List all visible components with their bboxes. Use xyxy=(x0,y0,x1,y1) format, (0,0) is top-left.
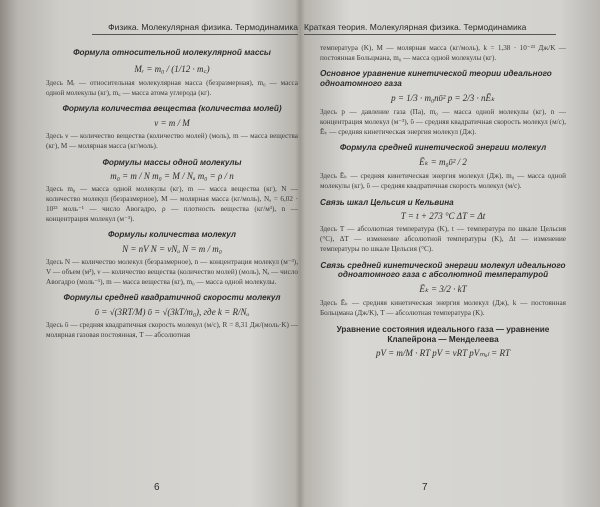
section-heading: Связь шкал Цельсия и Кельвина xyxy=(320,197,454,207)
section-heading: Формулы средней квадратичной скорости молекул xyxy=(63,293,281,303)
page-content xyxy=(46,42,298,343)
running-header: Краткая теория. Молекулярная физика. Термодинамика xyxy=(304,22,556,35)
page-number: 7 xyxy=(422,482,428,493)
formula: m₀ = m / N m₀ = M / Nₐ m₀ = ρ / n xyxy=(110,171,234,182)
body-text: температура (K), M — молярная масса (кг/моль), k = 1,38 · 10⁻²³ Дж/K — постоянная Больцмана, m₀ — масса одной молекулы (кг). xyxy=(320,44,566,62)
formula: pV = m/M · RT pV = νRT pVₘₒₗ = RT xyxy=(376,348,510,359)
formula: Mᵣ = m₀ / (1/12 · m꜀) xyxy=(134,63,210,74)
left-page xyxy=(22,0,298,507)
running-header: Физика. Молекулярная физика. Термодинамика xyxy=(92,22,298,35)
section-heading: Формула количества вещества (количества молей) xyxy=(62,104,282,114)
section-heading: Основное уравнение кинетической теории идеального одноатомного газа xyxy=(320,69,552,89)
formula: p = 1/3 · m₀nῡ² p = 2/3 · nĒₖ xyxy=(391,93,495,104)
body-text: Здесь T — абсолютная температура (K), t — температура по шкале Цельсия (°C), ΔT — изменение абсолютной температуры (K), Δt — изменение температуры по шкале Цельсия (°C). xyxy=(320,225,566,253)
body-text: Здесь N — количество молекул (безразмерное), n — концентрация молекул (м⁻³), V — объем (м³), ν — количество вещества (количество молей) (моль), Nₐ — число Авогадро (моль⁻¹), m — масса вещества (кг), m₀ — масса одной молекулы. xyxy=(46,258,298,286)
body-text: Здесь Mᵣ — относительная молекулярная масса (безразмерная), m₀ — масса одной молекулы (кг), m꜀ — масса атома углерода (кг). xyxy=(46,78,298,97)
body-text: Здесь m₀ — масса одной молекулы (кг), m — масса вещества (кг), N — количество молекул (безразмерное), M — молярная масса (кг/моль), Nₐ = 6,02 · 10²³ моль⁻¹ — число Авогадро, ρ — плотность вещества (кг/м³), n — концентрация молекул (м⁻³). xyxy=(46,185,298,223)
formula: T = t + 273 °C ΔT = Δt xyxy=(400,211,486,222)
page-content xyxy=(320,42,566,363)
right-page xyxy=(304,0,596,507)
body-text: Здесь p — давление газа (Па), m₀ — масса одной молекулы (кг), n — концентрация молекул (м⁻³), ῡ — средняя квадратичная скорость молекул (м/с), Ēₖ — средняя кинетическая энергия молекул (Дж). xyxy=(320,108,566,136)
formula: Ēₖ = 3/2 · kT xyxy=(419,284,467,295)
section-heading: Формула относительной молекулярной массы xyxy=(73,48,271,57)
formula: Ēₖ = m₀ῡ² / 2 xyxy=(419,157,467,168)
section-heading: Уравнение состояния идеального газа — уравнение Клапейрона — Менделеева xyxy=(336,324,550,344)
body-text: Здесь Ēₖ — средняя кинетическая энергия молекул (Дж), m₀ — масса одной молекулы (кг), ῡ — средняя квадратичная скорость молекул (м/с). xyxy=(320,172,566,190)
body-text: Здесь Ēₖ — средняя кинетическая энергия молекул (Дж), k — постоянная Больцмана (Дж/K), T — абсолютная температура (K). xyxy=(320,299,566,317)
body-text: Здесь ν — количество вещества (количество молей) (моль), m — масса вещества (кг), M — молярная масса (кг/моль). xyxy=(46,132,298,150)
formula: N = nV N = νNₐ N = m / m₀ xyxy=(122,244,222,255)
section-heading: Связь средней кинетической энергии молекул идеального одноатомного газа с абсолютной температурой xyxy=(320,260,566,280)
section-heading: Формула средней кинетической энергии молекул xyxy=(339,143,547,153)
body-text: Здесь ῡ — средняя квадратичная скорость молекул (м/с), R = 8,31 Дж/(моль·K) — молярная газовая постоянная, T — абсолютная xyxy=(46,321,298,339)
section-heading: Формулы массы одной молекулы xyxy=(102,157,242,167)
section-heading: Формулы количества молекул xyxy=(108,230,236,240)
page-number: 6 xyxy=(154,482,160,493)
formula: ν = m / M xyxy=(154,118,190,129)
formula: ῡ = √(3RT/M) ῡ = √(3kT/m₀), где k = R/Nₐ xyxy=(94,307,250,318)
